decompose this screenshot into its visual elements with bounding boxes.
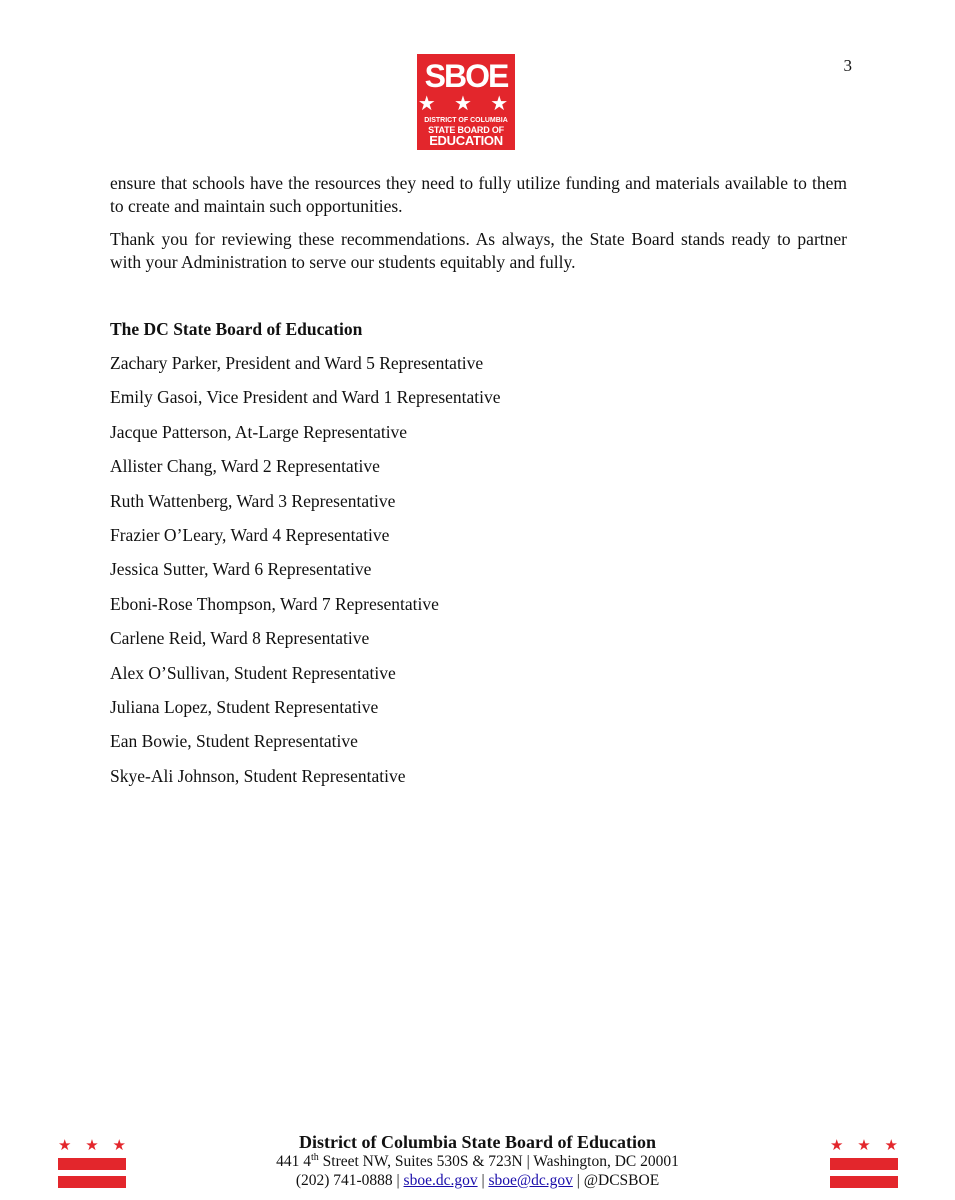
website-link[interactable]: sboe.dc.gov — [403, 1172, 478, 1189]
star-icon: ★ — [85, 1136, 99, 1154]
member-item: Skye-Ali Johnson, Student Representative — [110, 765, 406, 786]
body-paragraph-2: Thank you for reviewing these recommendations. As always, the State Board stands ready to partner with your Administration to serve our students equitably and fully. — [110, 229, 847, 272]
social-handle: @DCSBOE — [583, 1172, 660, 1189]
page-number: 3 — [843, 56, 852, 75]
member-item: Carlene Reid, Ward 8 Representative — [110, 628, 370, 649]
sboe-logo — [417, 54, 515, 150]
footer-contact: (202) 741-0888 | sboe.dc.gov | sboe@dc.gov | @DCSBOE — [295, 1172, 660, 1189]
logo-stars-icon: ★ ★ ★ — [417, 91, 515, 115]
board-heading: The DC State Board of Education — [110, 319, 363, 339]
member-item: Alex O’Sullivan, Student Representative — [110, 662, 396, 683]
member-item: Frazier O’Leary, Ward 4 Representative — [110, 524, 390, 545]
star-icon: ★ — [857, 1136, 871, 1154]
footer-address: 441 4th Street NW, Suites 530S & 723N | Washington, DC 20001 — [276, 1151, 679, 1170]
footer — [200, 1132, 755, 1190]
logo-line-2: STATE BOARD OF — [428, 125, 504, 135]
logo-line-1: DISTRICT OF COLUMBIA — [424, 117, 508, 124]
star-icon: ★ — [830, 1136, 844, 1154]
body-paragraph-1: ensure that schools have the resources they need to fully utilize funding and materials available to them to create and maintain such opportunities. — [110, 173, 847, 216]
dc-flag-icon — [58, 1138, 126, 1190]
member-item: Jessica Sutter, Ward 6 Representative — [110, 559, 372, 580]
star-icon: ★ — [112, 1136, 126, 1154]
star-icon: ★ — [884, 1136, 898, 1154]
logo-line-3: EDUCATION — [429, 133, 503, 148]
dc-flag-icon — [830, 1138, 898, 1190]
member-item: Jacque Patterson, At-Large Representative — [110, 421, 408, 442]
member-item: Ruth Wattenberg, Ward 3 Representative — [110, 490, 396, 511]
flag-bar — [58, 1176, 126, 1188]
member-item: Zachary Parker, President and Ward 5 Representative — [110, 353, 484, 373]
star-icon: ★ — [58, 1136, 72, 1154]
member-item: Ean Bowie, Student Representative — [110, 731, 358, 752]
member-item: Allister Chang, Ward 2 Representative — [110, 456, 380, 477]
email-link[interactable]: sboe@dc.gov — [488, 1172, 573, 1189]
board-members-list — [110, 352, 501, 799]
footer-phone: (202) 741-0888 | — [295, 1172, 404, 1189]
flag-bar — [830, 1158, 898, 1170]
footer-org-name: District of Columbia State Board of Education — [299, 1132, 656, 1152]
flag-bar — [58, 1158, 126, 1170]
logo-acronym: SBOE — [424, 58, 508, 94]
flag-bar — [830, 1176, 898, 1188]
member-item: Emily Gasoi, Vice President and Ward 1 Representative — [110, 387, 501, 408]
member-item: Eboni-Rose Thompson, Ward 7 Representative — [110, 593, 439, 614]
member-item: Juliana Lopez, Student Representative — [110, 696, 379, 717]
